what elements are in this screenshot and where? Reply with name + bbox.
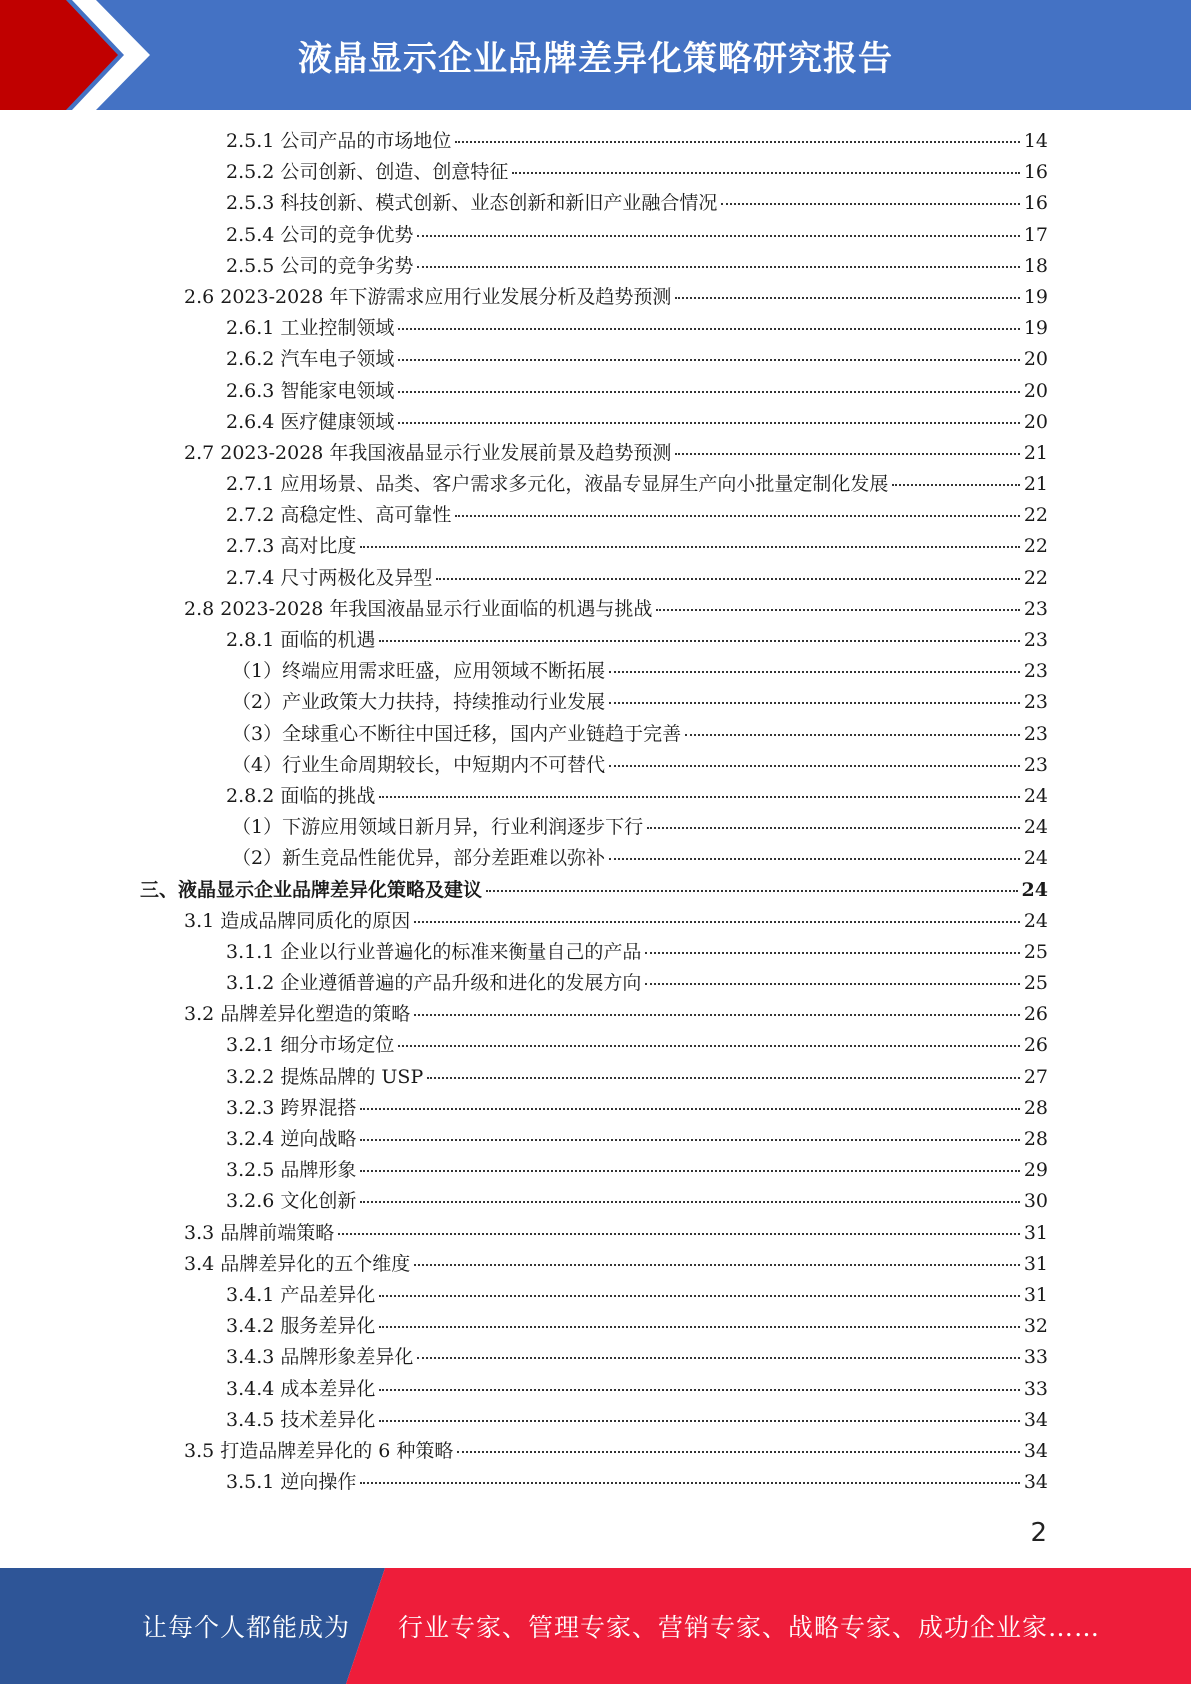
toc-entry-label: 2.5.5 公司的竞争劣势 xyxy=(226,254,414,277)
toc-entry-page: 31 xyxy=(1023,1221,1048,1244)
toc-entry-page: 23 xyxy=(1023,691,1048,714)
toc-entry[interactable] xyxy=(140,344,1048,375)
toc-dot-leader xyxy=(379,1326,1019,1328)
toc-entry-page: 24 xyxy=(1023,816,1048,839)
toc-dot-leader xyxy=(379,1420,1019,1422)
toc-entry-label: 3.4.1 产品差异化 xyxy=(226,1283,376,1306)
toc-entry-label: （3）全球重心不断往中国迁移，国内产业链趋于完善 xyxy=(232,722,682,745)
toc-dot-leader xyxy=(398,422,1019,424)
toc-entry-page: 21 xyxy=(1023,473,1048,496)
toc-entry-label: 3.3 品牌前端策略 xyxy=(184,1221,335,1244)
toc-dot-leader xyxy=(675,453,1019,455)
toc-dot-leader xyxy=(721,203,1019,205)
toc-entry-label: 2.6.2 汽车电子领域 xyxy=(226,348,395,371)
toc-entry[interactable] xyxy=(140,157,1048,188)
toc-entry[interactable] xyxy=(140,220,1048,251)
toc-dot-leader xyxy=(427,1077,1020,1079)
toc-dot-leader xyxy=(609,702,1020,704)
toc-entry-label: （2）新生竞品性能优异，部分差距难以弥补 xyxy=(232,847,606,870)
toc-entry-page: 24 xyxy=(1023,847,1048,870)
toc-entry-page: 20 xyxy=(1023,348,1048,371)
toc-entry-label: 3.2 品牌差异化塑造的策略 xyxy=(184,1003,411,1026)
toc-entry-label: 2.7 2023-2028 年我国液晶显示行业发展前景及趋势预测 xyxy=(184,441,672,464)
toc-entry-page: 31 xyxy=(1023,1252,1048,1275)
toc-entry[interactable] xyxy=(140,126,1048,157)
toc-entry-page: 23 xyxy=(1023,722,1048,745)
toc-entry-label: 2.6.4 医疗健康领域 xyxy=(226,410,395,433)
toc-dot-leader xyxy=(892,484,1019,486)
toc-dot-leader xyxy=(414,1264,1020,1266)
toc-dot-leader xyxy=(379,796,1019,798)
toc-entry[interactable] xyxy=(140,438,1048,469)
toc-dot-leader xyxy=(512,172,1019,174)
toc-dot-leader xyxy=(609,765,1020,767)
toc-entry-page: 20 xyxy=(1023,379,1048,402)
toc-entry[interactable] xyxy=(140,843,1048,874)
toc-dot-leader xyxy=(609,671,1020,673)
toc-entry[interactable] xyxy=(140,1405,1048,1436)
toc-entry-page: 28 xyxy=(1023,1096,1048,1119)
toc-dot-leader xyxy=(647,827,1020,829)
toc-entry[interactable] xyxy=(140,999,1048,1030)
toc-entry-label: 3.2.1 细分市场定位 xyxy=(226,1034,395,1057)
toc-entry[interactable] xyxy=(140,1436,1048,1467)
toc-entry-label: 3.1.1 企业以行业普遍化的标准来衡量自己的产品 xyxy=(226,940,642,963)
toc-entry[interactable] xyxy=(140,968,1048,999)
toc-dot-leader xyxy=(436,578,1019,580)
toc-entry-page: 23 xyxy=(1023,753,1048,776)
toc-entry-label: （4）行业生命周期较长，中短期内不可替代 xyxy=(232,753,606,776)
toc-entry[interactable] xyxy=(140,750,1048,781)
toc-dot-leader xyxy=(360,1201,1019,1203)
toc-entry-page: 22 xyxy=(1023,504,1048,527)
toc-entry[interactable] xyxy=(140,1342,1048,1373)
toc-dot-leader xyxy=(398,359,1019,361)
toc-entry-label: 2.7.1 应用场景、品类、客户需求多元化，液晶专显屏生产向小批量定制化发展 xyxy=(226,473,889,496)
toc-entry-page: 26 xyxy=(1023,1003,1048,1026)
toc-entry-label: 2.7.2 高稳定性、高可靠性 xyxy=(226,504,452,527)
toc-entry-page: 17 xyxy=(1023,223,1048,246)
toc-entry-label: 2.7.3 高对比度 xyxy=(226,535,357,558)
report-title: 液晶显示企业品牌差异化策略研究报告 xyxy=(298,38,893,79)
toc-entry[interactable] xyxy=(140,188,1048,219)
toc-entry-label: 3.4.4 成本差异化 xyxy=(226,1377,376,1400)
toc-entry-label: （1）终端应用需求旺盛，应用领域不断拓展 xyxy=(232,660,606,683)
toc-entry[interactable] xyxy=(140,1030,1048,1061)
toc-entry-page: 34 xyxy=(1023,1439,1048,1462)
toc-entry-page: 26 xyxy=(1023,1034,1048,1057)
toc-entry-page: 31 xyxy=(1023,1283,1048,1306)
toc-dot-leader xyxy=(609,858,1020,860)
toc-entry-label: 2.7.4 尺寸两极化及异型 xyxy=(226,566,433,589)
toc-entry-label: 3.1 造成品牌同质化的原因 xyxy=(184,909,411,932)
toc-entry-page: 19 xyxy=(1023,285,1048,308)
toc-entry-page: 29 xyxy=(1023,1159,1048,1182)
toc-entry-page: 16 xyxy=(1023,192,1048,215)
toc-entry-page: 34 xyxy=(1023,1408,1048,1431)
page-footer xyxy=(0,1568,1191,1684)
toc-entry[interactable] xyxy=(140,313,1048,344)
toc-entry-page: 23 xyxy=(1023,660,1048,683)
toc-entry[interactable] xyxy=(140,1062,1048,1093)
toc-entry-page: 23 xyxy=(1023,597,1048,620)
toc-entry-label: 3.2.3 跨界混搭 xyxy=(226,1096,357,1119)
toc-dot-leader xyxy=(656,609,1019,611)
toc-entry[interactable] xyxy=(140,687,1048,718)
toc-entry-label: 2.8 2023-2028 年我国液晶显示行业面临的机遇与挑战 xyxy=(184,597,653,620)
toc-entry-page: 23 xyxy=(1023,629,1048,651)
toc-entry-label: 2.6.3 智能家电领域 xyxy=(226,379,395,402)
toc-dot-leader xyxy=(360,1108,1019,1110)
toc-entry-label: 3.2.5 品牌形象 xyxy=(226,1159,357,1182)
toc-entry-label: 3.2.2 提炼品牌的 USP xyxy=(226,1065,424,1088)
page-header xyxy=(0,0,1191,110)
toc-entry-page: 21 xyxy=(1023,441,1048,464)
toc-dot-leader xyxy=(360,546,1019,548)
toc-dot-leader xyxy=(398,328,1019,330)
toc-entry-page: 33 xyxy=(1023,1346,1048,1369)
toc-dot-leader xyxy=(414,921,1020,923)
toc-entry-page: 24 xyxy=(1023,784,1048,807)
toc-dot-leader xyxy=(417,266,1019,268)
toc-entry[interactable] xyxy=(140,1374,1048,1405)
toc-entry[interactable] xyxy=(140,906,1048,937)
toc-entry-page: 32 xyxy=(1023,1315,1048,1338)
toc-dot-leader xyxy=(417,235,1019,237)
toc-entry-label: 3.4.3 品牌形象差异化 xyxy=(226,1346,414,1369)
toc-dot-leader xyxy=(360,1482,1019,1484)
table-of-contents xyxy=(140,126,1048,1498)
toc-entry[interactable] xyxy=(140,531,1048,562)
toc-entry-label: 3.2.6 文化创新 xyxy=(226,1190,357,1213)
toc-entry-label: 3.5 打造品牌差异化的 6 种策略 xyxy=(184,1439,454,1462)
toc-entry[interactable] xyxy=(140,719,1048,750)
toc-entry[interactable] xyxy=(140,781,1048,812)
toc-dot-leader xyxy=(645,983,1019,985)
toc-entry[interactable] xyxy=(140,1155,1048,1186)
toc-entry-label: 3.4.2 服务差异化 xyxy=(226,1315,376,1338)
toc-entry[interactable] xyxy=(140,563,1048,594)
toc-entry[interactable] xyxy=(140,1186,1048,1217)
footer-slogan-left: 让每个人都能成为 xyxy=(142,1613,351,1642)
toc-entry[interactable] xyxy=(140,376,1048,407)
toc-entry-page: 14 xyxy=(1023,130,1048,152)
toc-dot-leader xyxy=(675,297,1019,299)
toc-entry[interactable] xyxy=(140,500,1048,531)
toc-entry-label: 3.5.1 逆向操作 xyxy=(226,1471,357,1494)
toc-entry[interactable] xyxy=(140,875,1048,906)
toc-dot-leader xyxy=(457,1451,1019,1453)
toc-entry-label: 2.5.3 科技创新、模式创新、业态创新和新旧产业融合情况 xyxy=(226,192,718,215)
toc-entry-page: 19 xyxy=(1023,317,1048,340)
toc-entry-page: 24 xyxy=(1023,909,1048,932)
toc-entry[interactable] xyxy=(140,1124,1048,1155)
toc-entry-label: 3.4 品牌差异化的五个维度 xyxy=(184,1252,411,1275)
toc-entry[interactable] xyxy=(140,1280,1048,1311)
toc-entry-page: 24 xyxy=(1021,878,1048,901)
toc-dot-leader xyxy=(398,1045,1019,1047)
toc-entry-page: 30 xyxy=(1023,1190,1048,1213)
toc-dot-leader xyxy=(414,1014,1020,1016)
toc-dot-leader xyxy=(486,890,1018,892)
toc-dot-leader xyxy=(685,734,1020,736)
toc-entry-page: 16 xyxy=(1023,161,1048,184)
toc-entry[interactable] xyxy=(140,1093,1048,1124)
toc-entry-label: 3.1.2 企业遵循普遍的产品升级和进化的发展方向 xyxy=(226,972,642,995)
toc-dot-leader xyxy=(360,1139,1019,1141)
toc-entry[interactable] xyxy=(140,1467,1048,1498)
toc-entry[interactable] xyxy=(140,625,1048,656)
toc-entry-page: 33 xyxy=(1023,1377,1048,1400)
toc-entry-page: 28 xyxy=(1023,1128,1048,1150)
toc-dot-leader xyxy=(417,1357,1019,1359)
toc-entry[interactable] xyxy=(140,656,1048,687)
toc-entry-label: 2.6 2023-2028 年下游需求应用行业发展分析及趋势预测 xyxy=(184,285,672,308)
toc-entry-page: 20 xyxy=(1023,410,1048,433)
toc-entry-label: 2.5.4 公司的竞争优势 xyxy=(226,223,414,246)
toc-entry-label: 三、液晶显示企业品牌差异化策略及建议 xyxy=(140,878,483,901)
toc-entry[interactable] xyxy=(140,937,1048,968)
toc-entry-label: （2）产业政策大力扶持，持续推动行业发展 xyxy=(232,691,606,714)
toc-entry[interactable] xyxy=(140,594,1048,625)
toc-entry[interactable] xyxy=(140,1249,1048,1280)
toc-entry-page: 22 xyxy=(1023,535,1048,558)
toc-entry-label: （1）下游应用领域日新月异，行业利润逐步下行 xyxy=(232,816,644,839)
toc-dot-leader xyxy=(379,1389,1019,1391)
toc-dot-leader xyxy=(379,640,1019,642)
toc-entry-page: 34 xyxy=(1023,1471,1048,1494)
toc-entry[interactable] xyxy=(140,282,1048,313)
toc-entry[interactable] xyxy=(140,812,1048,843)
toc-entry-page: 25 xyxy=(1023,972,1048,995)
toc-dot-leader xyxy=(645,952,1019,954)
toc-entry-page: 22 xyxy=(1023,566,1048,589)
toc-entry-label: 3.2.4 逆向战略 xyxy=(226,1128,357,1150)
toc-dot-leader xyxy=(379,1295,1019,1297)
toc-dot-leader xyxy=(398,391,1019,393)
toc-entry-label: 3.4.5 技术差异化 xyxy=(226,1408,376,1431)
toc-entry-label: 2.5.2 公司创新、创造、创意特征 xyxy=(226,161,509,184)
footer-slogan-right: 行业专家、管理专家、营销专家、战略专家、成功企业家…… xyxy=(398,1613,1101,1642)
toc-entry[interactable] xyxy=(140,251,1048,282)
toc-entry-label: 2.8.1 面临的机遇 xyxy=(226,629,376,651)
toc-dot-leader xyxy=(338,1233,1020,1235)
toc-dot-leader xyxy=(360,1170,1019,1172)
toc-entry-page: 27 xyxy=(1023,1065,1048,1088)
toc-entry-page: 25 xyxy=(1023,940,1048,963)
toc-entry[interactable] xyxy=(140,469,1048,500)
toc-entry-label: 2.8.2 面临的挑战 xyxy=(226,784,376,807)
toc-entry[interactable] xyxy=(140,407,1048,438)
toc-entry[interactable] xyxy=(140,1218,1048,1249)
toc-entry-label: 2.5.1 公司产品的市场地位 xyxy=(226,130,452,152)
toc-entry[interactable] xyxy=(140,1311,1048,1342)
toc-dot-leader xyxy=(455,141,1019,143)
toc-entry-page: 18 xyxy=(1023,254,1048,277)
toc-entry-label: 2.6.1 工业控制领域 xyxy=(226,317,395,340)
page-number: 2 xyxy=(1030,1518,1047,1548)
toc-dot-leader xyxy=(455,515,1019,517)
